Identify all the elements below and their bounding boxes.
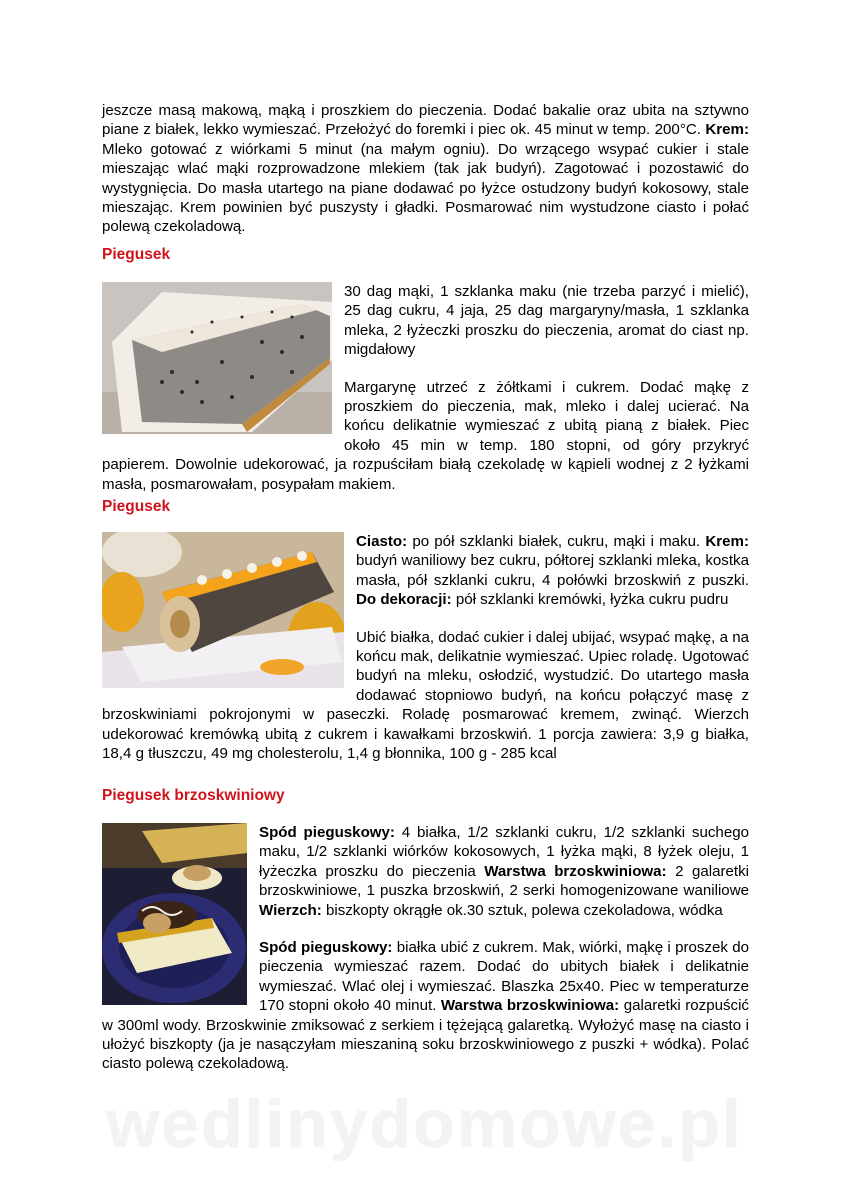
peach-cake-photo xyxy=(102,823,247,1005)
spod-text: 4 białka, 1/2 szklanki cukru, 1/2 szklanki suchego maku, 1/2 szklanki wiórków kokosowych, 1 łyżka mąki, 8 łyżek oleju, 1 łyżeczka proszku do pieczenia xyxy=(259,824,749,880)
recipe1-ingredients: 30 dag mąki, 1 szklanka maku (nie trzeba parzyć i mielić), 25 dag cukru, 4 jaja, 25 dag margaryny/masła, 1 szklanka mleka, 2 łyżeczki proszku do pieczenia, aromat do ciast np. migdałowy xyxy=(344,283,749,359)
method-warstwa-label: Warstwa brzoskwiniowa: xyxy=(440,997,620,1015)
method-spod-label: Spód pieguskowy: xyxy=(259,939,393,957)
intro-part-a: jeszcze masą makową, mąką i proszkiem do pieczenia. Dodać bakalie oraz ubita na sztywno piane z białek, lekko wymieszać. Przełożyć do foremki i piec ok. 45 minut w temp. 200°C. xyxy=(102,102,749,139)
krem2-label: Krem: xyxy=(705,533,749,550)
recipe2-title: Piegusek xyxy=(102,498,171,515)
intro-part-b: Mleko gotować z wiórkami 5 minut (na małym ogniu). Do wrzącego wsypać cukier i stale mieszając wlać mąki rozprowadzone mlekiem (tak jak budyń). Zagotować i pozostawić do wystygnięcia. Do masła utartego na piane dodawać po łyżce ostudzony budyń kokosowy, stale mieszając. Krem powinien być puszysty i gładki. Posmarować nim wystudzone ciasto i połać polewą czekoladową. xyxy=(102,140,749,236)
spod-label: Spód pieguskowy: xyxy=(259,824,395,841)
recipe1-section xyxy=(102,282,749,494)
ciasto-text: po pół szklanki białek, cukru, mąki i maku. xyxy=(407,533,706,550)
recipe1-title: Piegusek xyxy=(102,246,171,263)
krem2-text: budyń waniliowy bez cukru, półtorej szklanki mleka, kostka masła, pół szklanki cukru, 4 połówki brzoskwiń z puszki. xyxy=(356,552,749,589)
wierzch-label: Wierzch: xyxy=(259,901,322,919)
ciasto-label: Ciasto: xyxy=(356,533,408,550)
wierzch-text: biszkopty okrągłe ok.30 sztuk, polewa czekoladowa, wódka xyxy=(321,901,723,919)
warstwa-text: 2 galaretki brzoskwiniowe, 1 puszka brzoskwiń, 2 serki homogenizowane waniliowe xyxy=(259,862,749,900)
intro-paragraph xyxy=(102,101,749,237)
recipe2-method: Ubić białka, dodać cukier i dalej ubijać, wsypać mąkę, a na końcu mak, delikatnie wymieszać. Upiec roladę. Ugotować budyń na mleku, osłodzić, wystudzić. Do utartego masła dodawać stopniowo budyń, na końcu połączyć masę z brzoskwiniami pokrojonymi w paseczki. Roladę posmarować kremem, zwinąć. Wierzch udekorować kremówką ubitą z cukrem i kawałkami brzoskwiń. 1 porcja zawiera: 3,9 g białka, 18,4 g tłuszczu, 49 mg cholesterolu, 1,4 g błonnika, 100 g - 285 kcal xyxy=(102,628,749,763)
krem-label: Krem: xyxy=(705,121,749,139)
recipe1-method: Margarynę utrzeć z żółtkami i cukrem. Dodać mąkę z proszkiem do pieczenia, mak, mleko i dalej ucierać. Na końcu delikatnie wymieszać z ubitą pianą z białek. Piec około 45 min w temp. 180 stopni, od góry przykryć papierem. Dowolnie udekorować, ja rozpuściłam białą czekoladę w kąpieli wodnej z 2 łyżkami masła, posmarowałam, posypałam makiem. xyxy=(102,378,749,493)
poppy-seed-cake-photo xyxy=(102,282,332,434)
warstwa-label: Warstwa brzoskwiniowa: xyxy=(484,862,667,880)
recipe2-section xyxy=(102,532,749,763)
intro-text xyxy=(102,101,749,237)
recipe3-title: Piegusek brzoskwiniowy xyxy=(102,787,285,804)
dekor-text: pół szklanki kremówki, łyżka cukru pudru xyxy=(451,591,729,609)
peach-roll-cake-photo xyxy=(102,532,344,688)
method-spod-text: białka ubić z cukrem. Mak, wiórki, mąkę i proszek do pieczenia wymieszać razem. Dodać do ubitych białek i delikatnie wymieszać. Wlać olej i wymieszać. Blaszka 25x40. Piec w temperaturze 170 stopni około 40 minut. xyxy=(259,939,749,1015)
method-warstwa-text: galaretki rozpuścić w 300ml wody. Brzoskwinie zmiksować z serkiem i tężejącą galaretką. Wyłożyć masę na ciasto i ułożyć biszkopty (ja je nasączyłam mieszaniną soku brzoskwiniowego z puszki + wódka). Polać ciasto polewą czekoladową. xyxy=(102,997,749,1073)
recipe3-section xyxy=(102,823,749,1074)
watermark: wedlinydomowe.pl xyxy=(106,1086,743,1162)
dekor-label: Do dekoracji: xyxy=(356,591,452,609)
